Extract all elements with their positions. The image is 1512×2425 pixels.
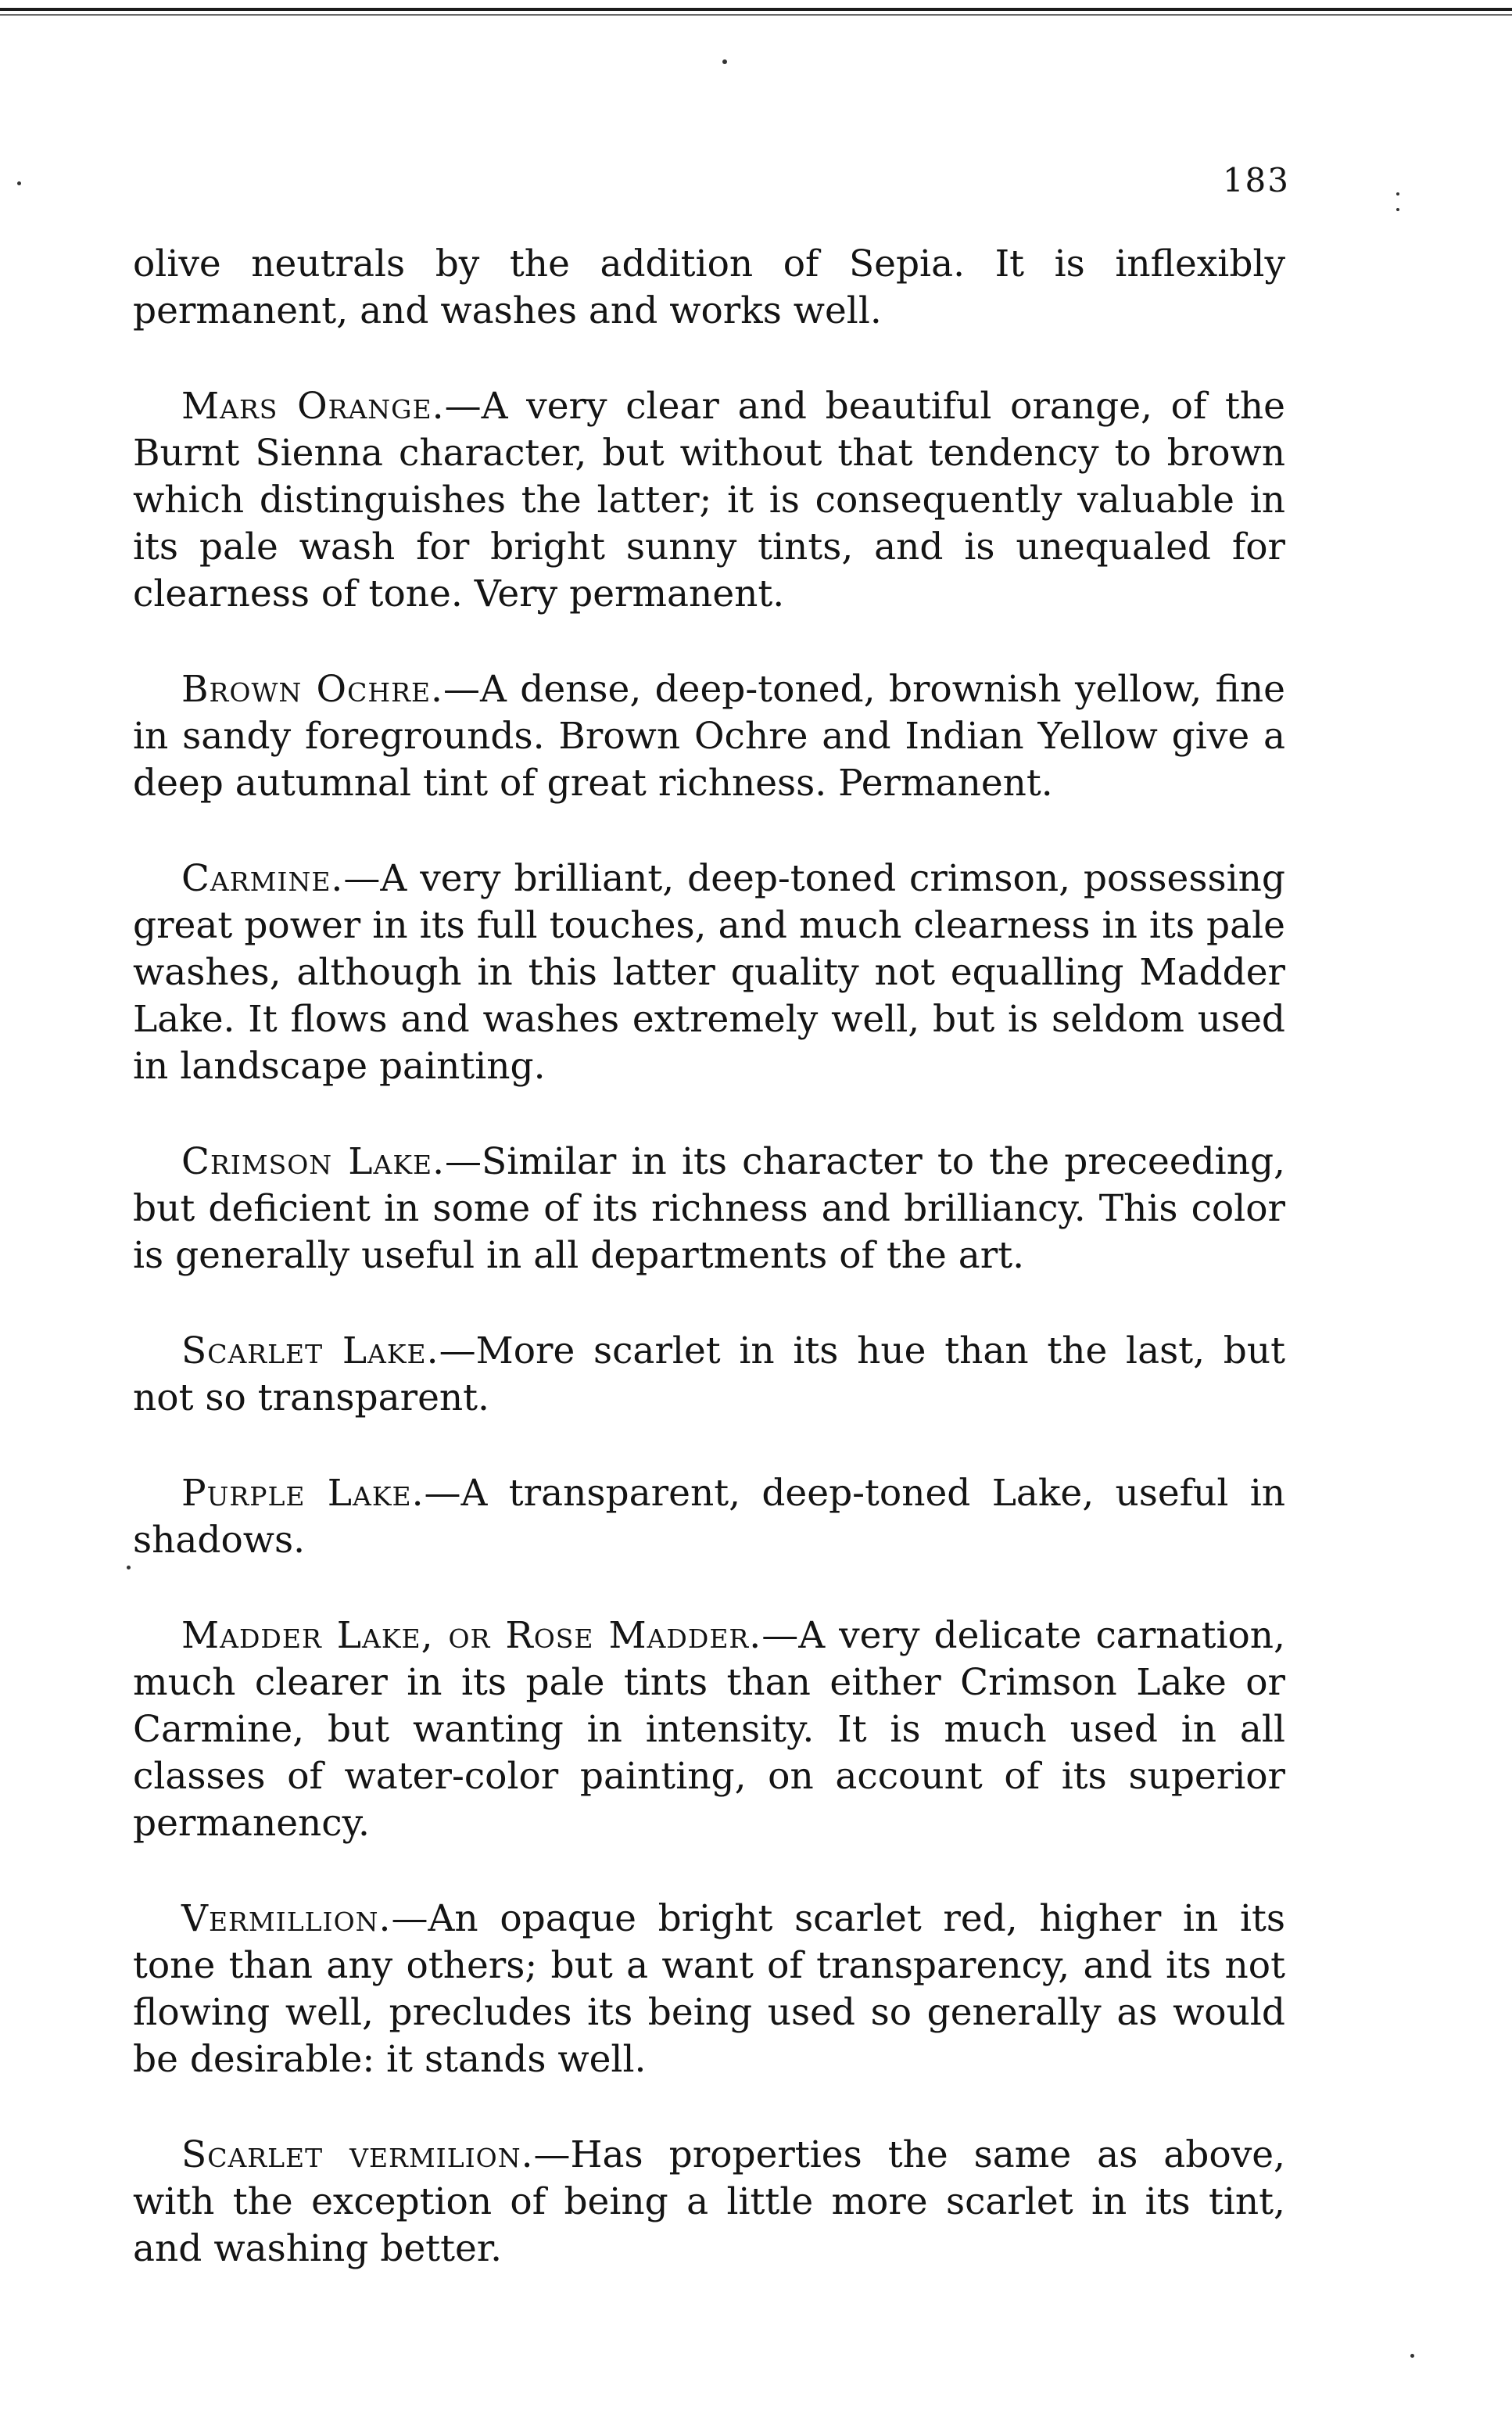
entry-heading: Madder Lake, or Rose Madder. (181, 1614, 762, 1657)
entry-heading: Crimson Lake. (181, 1140, 446, 1183)
entry-body: —An opaque bright scarlet red, higher in its tone than any others; but a want of transparency, and its not flowing well, precludes its being used so generally as would be desirable: it stands well. (133, 1897, 1285, 2081)
scan-speck (722, 59, 727, 64)
scan-speck (17, 181, 21, 185)
paragraph-sepia-continued (133, 241, 1285, 335)
entry-heading: Scarlet Lake. (181, 1329, 439, 1372)
paragraph-body: olive neutrals by the addition of Sepia. It is inflexibly permanent, and washes and works well. (133, 242, 1285, 332)
entry-body: —More scarlet in its hue than the last, but not so transparent. (133, 1329, 1285, 1419)
entry-mars-orange (133, 383, 1285, 618)
scan-speck (127, 1566, 131, 1569)
entry-heading: Vermillion. (181, 1897, 392, 1940)
entry-body: —Similar in its character to the preceeding, but deficient in some of its richness and brilliancy. This color is generally useful in all departments of the art. (133, 1140, 1285, 1277)
entry-heading: Mars Orange. (181, 385, 445, 428)
entry-scarlet-vermilion (133, 2132, 1285, 2273)
page-number: 183 (1222, 161, 1290, 199)
top-border-thin-rule (0, 14, 1512, 16)
entry-scarlet-lake (133, 1328, 1285, 1422)
entry-body: —A very delicate carnation, much clearer in its pale tints than either Crimson Lake or Carmine, but wanting in intensity. It is much used in all classes of water-color painting, on account of its superior permanency. (133, 1614, 1285, 1845)
entry-carmine (133, 856, 1285, 1090)
top-border-rule (0, 0, 1512, 11)
entry-crimson-lake (133, 1139, 1285, 1279)
scan-speck (1396, 192, 1399, 196)
entry-vermillion (133, 1896, 1285, 2083)
entry-heading: Carmine. (181, 857, 344, 900)
entry-body: —A very brilliant, deep-toned crimson, possessing great power in its full touches, and much clearness in its pale washes, although in this latter quality not equalling Madder Lake. It flows and washes extremely well, but is seldom used in landscape painting. (133, 857, 1285, 1088)
entry-madder-lake (133, 1612, 1285, 1847)
scan-speck (1410, 2354, 1414, 2358)
entry-body: —A dense, deep-toned, brownish yellow, fine in sandy foregrounds. Brown Ochre and Indian Yellow give a deep autumnal tint of great richness. Permanent. (133, 668, 1285, 805)
entry-body: —A transparent, deep-toned Lake, useful in shadows. (133, 1472, 1285, 1562)
scan-speck (1396, 208, 1399, 211)
entry-body: —Has properties the same as above, with the exception of being a little more scarlet in its tint, and washing better. (133, 2133, 1285, 2270)
entry-brown-ochre (133, 666, 1285, 807)
entry-heading: Purple Lake. (181, 1472, 425, 1515)
body-text (133, 241, 1285, 2321)
entry-body: —A very clear and beautiful orange, of the Burnt Sienna character, but without that tendency to brown which distinguishes the latter; it is consequently valuable in its pale wash for bright sunny tints, and is unequaled for clearness of tone. Very permanent. (133, 385, 1285, 615)
entry-heading: Brown Ochre. (181, 668, 443, 711)
entry-purple-lake (133, 1470, 1285, 1564)
entry-heading: Scarlet vermilion. (181, 2133, 534, 2176)
